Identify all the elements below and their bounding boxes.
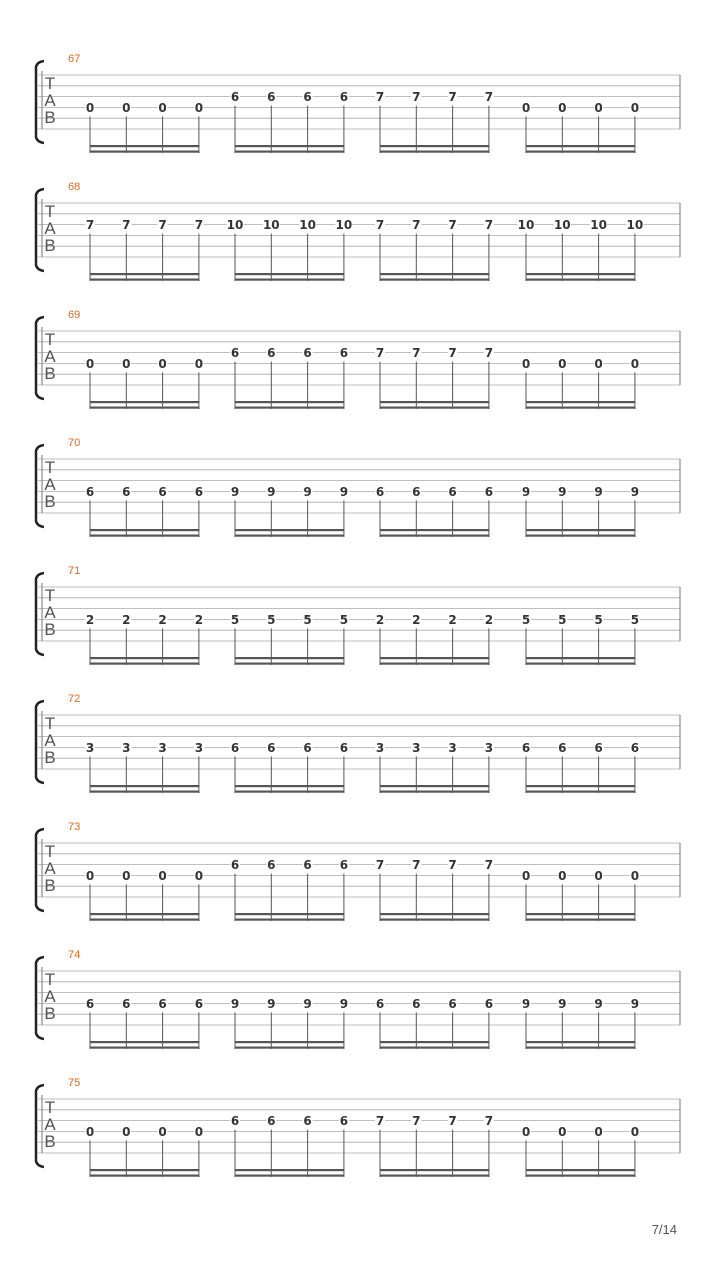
beam <box>526 1169 635 1171</box>
beam <box>90 1041 199 1043</box>
tab-clef-letter: B <box>44 236 56 255</box>
fret-number: 6 <box>448 996 457 1011</box>
tab-system <box>36 949 680 1049</box>
beam <box>235 535 344 537</box>
fret-number: 6 <box>230 346 240 361</box>
fret-number: 7 <box>194 218 204 233</box>
fret-number: 3 <box>194 740 204 755</box>
fret-number: 0 <box>558 356 567 371</box>
fret-number: 6 <box>230 858 240 873</box>
fret-number: 7 <box>484 218 494 233</box>
beam <box>526 913 635 915</box>
tab-clef-letter: A <box>44 987 56 1006</box>
tab-system <box>36 565 680 665</box>
fret-number: 6 <box>448 484 457 499</box>
fret-number: 0 <box>594 868 603 883</box>
fret-number: 5 <box>303 612 312 627</box>
fret-number: 0 <box>122 356 131 371</box>
fret-number: 6 <box>339 740 349 755</box>
measure-number: 69 <box>68 309 81 321</box>
fret-number: 6 <box>267 858 276 873</box>
fret-number: 0 <box>630 868 640 883</box>
fret-number: 0 <box>85 356 95 371</box>
tab-clef-letter: T <box>44 74 56 93</box>
beam <box>90 1175 199 1177</box>
fret-number: 7 <box>375 90 385 105</box>
fret-number: 10 <box>226 218 244 233</box>
beam <box>235 273 344 275</box>
fret-number: 7 <box>375 346 385 361</box>
fret-number: 6 <box>303 90 312 105</box>
tab-clef-letter: T <box>44 458 56 477</box>
tab-clef-letter: A <box>44 91 56 110</box>
fret-number: 6 <box>339 346 349 361</box>
beam <box>526 663 635 665</box>
measure-number: 70 <box>68 437 81 449</box>
fret-number: 6 <box>230 1114 240 1129</box>
beam <box>380 535 489 537</box>
fret-number: 6 <box>339 1114 349 1129</box>
fret-number: 6 <box>339 90 349 105</box>
tab-clef-letter: B <box>44 1132 56 1151</box>
fret-number: 6 <box>85 484 95 499</box>
fret-number: 9 <box>630 484 640 499</box>
fret-number: 9 <box>521 996 531 1011</box>
fret-number: 0 <box>194 100 204 115</box>
measure-number: 74 <box>68 949 81 961</box>
tab-clef-letter: B <box>44 620 56 639</box>
fret-number: 0 <box>85 868 95 883</box>
fret-number: 0 <box>558 868 567 883</box>
fret-number: 0 <box>630 356 640 371</box>
fret-number: 0 <box>594 1124 603 1139</box>
fret-number: 10 <box>335 218 353 233</box>
fret-number: 6 <box>158 484 167 499</box>
fret-number: 0 <box>122 100 131 115</box>
beam <box>235 657 344 659</box>
tab-clef-letter: B <box>44 108 56 127</box>
tab-clef-letter: T <box>44 586 56 605</box>
beam <box>526 279 635 281</box>
fret-number: 6 <box>230 740 240 755</box>
fret-number: 2 <box>122 612 131 627</box>
fret-number: 5 <box>630 612 640 627</box>
beam <box>526 407 635 409</box>
tab-clef-letter: A <box>44 859 56 878</box>
beam <box>526 151 635 153</box>
system-bracket <box>36 701 44 783</box>
beam <box>90 913 199 915</box>
fret-number: 0 <box>594 356 603 371</box>
beam <box>380 407 489 409</box>
page-indicator: 7/14 <box>651 1222 677 1237</box>
fret-number: 0 <box>630 1124 640 1139</box>
fret-number: 6 <box>303 858 312 873</box>
fret-number: 6 <box>484 484 494 499</box>
fret-number: 6 <box>303 346 312 361</box>
fret-number: 7 <box>448 1114 457 1129</box>
beam <box>526 1047 635 1049</box>
beam <box>380 1169 489 1171</box>
fret-number: 9 <box>594 484 603 499</box>
beam <box>235 1175 344 1177</box>
fret-number: 10 <box>517 218 535 233</box>
beam <box>380 273 489 275</box>
fret-number: 7 <box>412 1114 421 1129</box>
beam <box>526 529 635 531</box>
beam <box>235 529 344 531</box>
fret-number: 0 <box>521 1124 531 1139</box>
fret-number: 3 <box>122 740 131 755</box>
beam <box>235 401 344 403</box>
fret-number: 7 <box>158 218 167 233</box>
fret-number: 3 <box>85 740 95 755</box>
beam <box>90 1047 199 1049</box>
fret-number: 6 <box>158 996 167 1011</box>
measure-number: 72 <box>68 693 81 705</box>
fret-number: 6 <box>594 740 603 755</box>
fret-number: 6 <box>375 484 385 499</box>
fret-number: 7 <box>484 858 494 873</box>
beam <box>526 1041 635 1043</box>
measure-number: 75 <box>68 1077 81 1089</box>
fret-number: 0 <box>558 1124 567 1139</box>
fret-number: 6 <box>267 740 276 755</box>
beam <box>526 919 635 921</box>
fret-number: 7 <box>375 218 385 233</box>
fret-number: 5 <box>521 612 531 627</box>
tab-clef-letter: B <box>44 364 56 383</box>
tab-clef-letter: A <box>44 1115 56 1134</box>
beam <box>380 791 489 793</box>
measure-number: 67 <box>68 53 81 65</box>
beam <box>526 273 635 275</box>
beam <box>526 791 635 793</box>
fret-number: 6 <box>521 740 531 755</box>
beam <box>380 785 489 787</box>
fret-number: 5 <box>267 612 276 627</box>
beam <box>235 1041 344 1043</box>
beam <box>380 657 489 659</box>
tab-clef-letter: A <box>44 475 56 494</box>
fret-number: 9 <box>267 996 276 1011</box>
fret-number: 5 <box>339 612 349 627</box>
fret-number: 9 <box>339 996 349 1011</box>
beam <box>235 407 344 409</box>
beam <box>380 151 489 153</box>
fret-number: 6 <box>339 858 349 873</box>
fret-number: 3 <box>375 740 385 755</box>
fret-number: 7 <box>412 858 421 873</box>
fret-number: 7 <box>122 218 131 233</box>
fret-number: 7 <box>484 1114 494 1129</box>
fret-number: 0 <box>521 100 531 115</box>
fret-number: 10 <box>262 218 280 233</box>
fret-number: 7 <box>375 1114 385 1129</box>
beam <box>90 151 199 153</box>
beam <box>235 919 344 921</box>
tab-clef-letter: B <box>44 492 56 511</box>
fret-number: 9 <box>521 484 531 499</box>
fret-number: 0 <box>158 1124 167 1139</box>
fret-number: 0 <box>122 868 131 883</box>
fret-number: 7 <box>412 346 421 361</box>
fret-number: 0 <box>85 1124 95 1139</box>
fret-number: 6 <box>267 346 276 361</box>
fret-number: 0 <box>158 868 167 883</box>
fret-number: 10 <box>626 218 644 233</box>
tab-clef-letter: B <box>44 876 56 895</box>
beam <box>526 401 635 403</box>
beam <box>90 145 199 147</box>
fret-number: 6 <box>375 996 385 1011</box>
fret-number: 10 <box>590 218 607 233</box>
beam <box>235 913 344 915</box>
beam <box>235 1047 344 1049</box>
beam <box>90 785 199 787</box>
fret-number: 0 <box>158 356 167 371</box>
fret-number: 6 <box>194 484 204 499</box>
fret-number: 2 <box>448 612 457 627</box>
system-bracket <box>36 61 44 143</box>
beam <box>90 529 199 531</box>
beam <box>380 1175 489 1177</box>
tab-clef-letter: A <box>44 219 56 238</box>
fret-number: 7 <box>448 346 457 361</box>
fret-number: 0 <box>521 356 531 371</box>
fret-number: 3 <box>158 740 167 755</box>
fret-number: 7 <box>375 858 385 873</box>
fret-number: 0 <box>122 1124 131 1139</box>
beam <box>235 1169 344 1171</box>
fret-number: 3 <box>448 740 457 755</box>
fret-number: 6 <box>85 996 95 1011</box>
fret-number: 9 <box>594 996 603 1011</box>
fret-number: 2 <box>158 612 167 627</box>
tab-system <box>36 309 680 409</box>
tab-clef-letter: T <box>44 330 56 349</box>
beam <box>235 785 344 787</box>
fret-number: 10 <box>553 218 571 233</box>
fret-number: 2 <box>85 612 95 627</box>
fret-number: 0 <box>194 868 204 883</box>
fret-number: 7 <box>412 90 421 105</box>
fret-number: 6 <box>630 740 640 755</box>
fret-number: 6 <box>230 90 240 105</box>
fret-number: 6 <box>122 996 131 1011</box>
measure-number: 73 <box>68 821 81 833</box>
system-bracket <box>36 1085 44 1167</box>
tab-clef-letter: A <box>44 731 56 750</box>
fret-number: 6 <box>412 996 421 1011</box>
fret-number: 9 <box>303 484 312 499</box>
fret-number: 5 <box>230 612 240 627</box>
beam <box>235 151 344 153</box>
fret-number: 0 <box>158 100 167 115</box>
fret-number: 7 <box>484 90 494 105</box>
beam <box>90 919 199 921</box>
system-bracket <box>36 189 44 271</box>
beam <box>90 791 199 793</box>
fret-number: 6 <box>303 740 312 755</box>
system-bracket <box>36 317 44 399</box>
beam <box>90 657 199 659</box>
fret-number: 3 <box>484 740 494 755</box>
beam <box>90 273 199 275</box>
fret-number: 9 <box>339 484 349 499</box>
fret-number: 6 <box>267 1114 276 1129</box>
fret-number: 0 <box>558 100 567 115</box>
tab-clef-letter: T <box>44 1098 56 1117</box>
fret-number: 0 <box>594 100 603 115</box>
fret-number: 7 <box>412 218 421 233</box>
tab-clef-letter: T <box>44 970 56 989</box>
beam <box>90 535 199 537</box>
fret-number: 7 <box>448 90 457 105</box>
fret-number: 7 <box>448 218 457 233</box>
fret-number: 10 <box>299 218 316 233</box>
tab-clef-letter: T <box>44 202 56 221</box>
fret-number: 2 <box>484 612 494 627</box>
fret-number: 9 <box>230 996 240 1011</box>
tab-system <box>36 53 680 153</box>
fret-number: 0 <box>85 100 95 115</box>
beam <box>526 145 635 147</box>
fret-number: 7 <box>85 218 95 233</box>
beam <box>380 529 489 531</box>
beam <box>235 145 344 147</box>
beam <box>380 919 489 921</box>
beam <box>526 785 635 787</box>
fret-number: 9 <box>558 996 567 1011</box>
measure-number: 71 <box>68 565 81 577</box>
fret-number: 9 <box>558 484 567 499</box>
fret-number: 7 <box>484 346 494 361</box>
beam <box>90 279 199 281</box>
beam <box>90 407 199 409</box>
beam <box>380 663 489 665</box>
beam <box>90 401 199 403</box>
fret-number: 3 <box>412 740 421 755</box>
system-bracket <box>36 445 44 527</box>
fret-number: 5 <box>594 612 603 627</box>
fret-number: 9 <box>630 996 640 1011</box>
tab-clef-letter: A <box>44 603 56 622</box>
fret-number: 6 <box>194 996 204 1011</box>
fret-number: 6 <box>267 90 276 105</box>
beam <box>90 663 199 665</box>
system-bracket <box>36 573 44 655</box>
tab-system <box>36 821 680 921</box>
beam <box>526 535 635 537</box>
fret-number: 6 <box>303 1114 312 1129</box>
fret-number: 0 <box>194 356 204 371</box>
fret-number: 6 <box>484 996 494 1011</box>
measure-number: 68 <box>68 181 81 193</box>
beam <box>235 279 344 281</box>
beam <box>526 1175 635 1177</box>
fret-number: 9 <box>303 996 312 1011</box>
tab-system <box>36 437 680 537</box>
beam <box>380 401 489 403</box>
tab-system <box>36 1077 680 1177</box>
tab-clef-letter: T <box>44 714 56 733</box>
beam <box>380 279 489 281</box>
tab-clef-letter: B <box>44 748 56 767</box>
fret-number: 0 <box>521 868 531 883</box>
tab-clef-letter: A <box>44 347 56 366</box>
fret-number: 6 <box>558 740 567 755</box>
system-bracket <box>36 829 44 911</box>
tab-clef-letter: T <box>44 842 56 861</box>
fret-number: 2 <box>375 612 385 627</box>
fret-number: 7 <box>448 858 457 873</box>
beam <box>526 657 635 659</box>
beam <box>380 145 489 147</box>
tab-system <box>36 693 680 793</box>
fret-number: 9 <box>230 484 240 499</box>
fret-number: 5 <box>558 612 567 627</box>
fret-number: 0 <box>630 100 640 115</box>
tab-clef-letter: B <box>44 1004 56 1023</box>
beam <box>235 791 344 793</box>
tab-system <box>36 181 680 281</box>
fret-number: 2 <box>412 612 421 627</box>
beam <box>380 913 489 915</box>
fret-number: 6 <box>122 484 131 499</box>
system-bracket <box>36 957 44 1039</box>
beam <box>380 1041 489 1043</box>
fret-number: 9 <box>267 484 276 499</box>
beam <box>380 1047 489 1049</box>
fret-number: 6 <box>412 484 421 499</box>
beam <box>235 663 344 665</box>
fret-number: 0 <box>194 1124 204 1139</box>
beam <box>90 1169 199 1171</box>
fret-number: 2 <box>194 612 204 627</box>
